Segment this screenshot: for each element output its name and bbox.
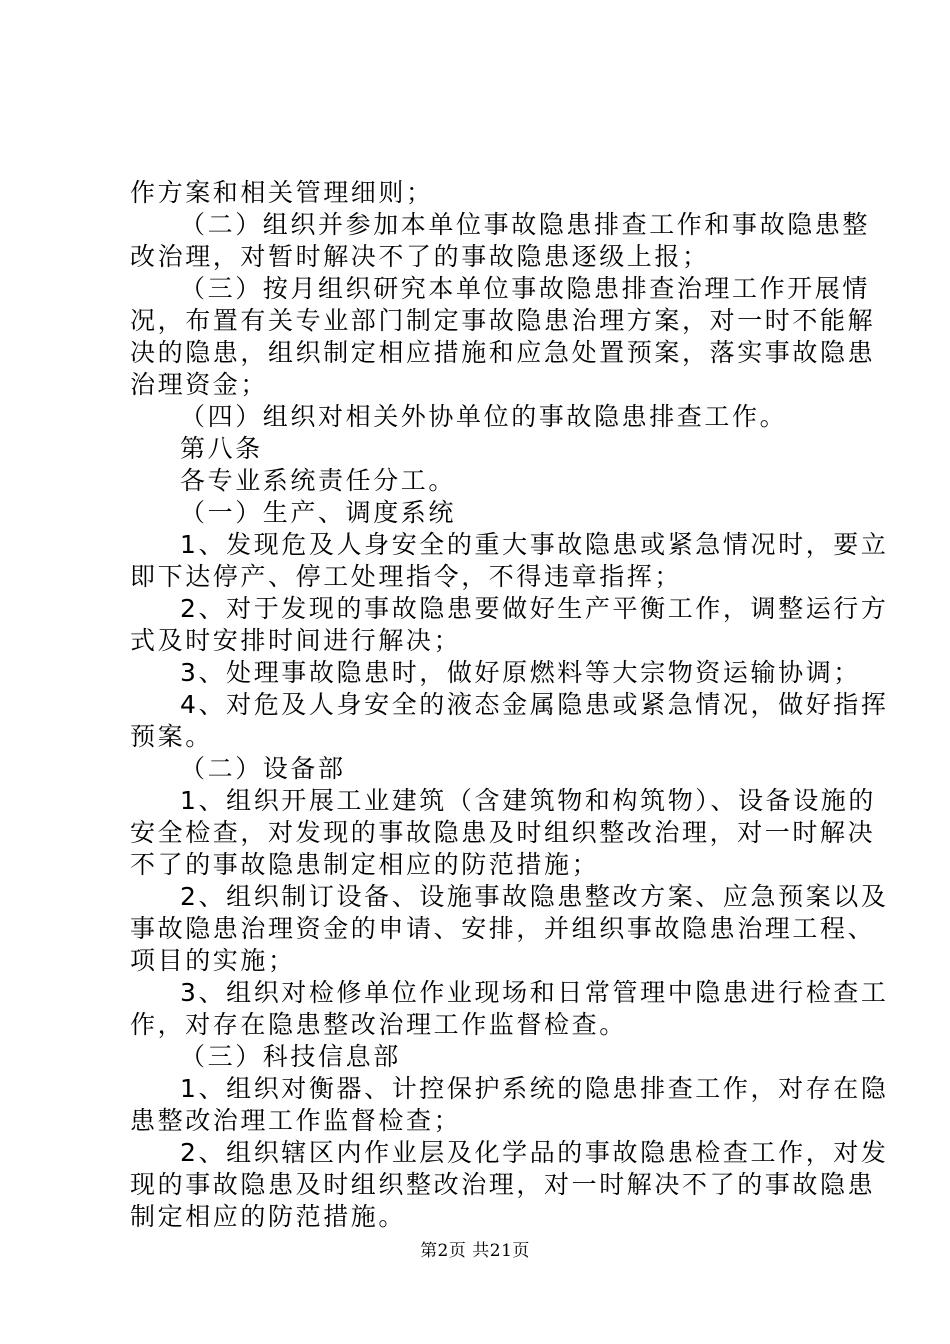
section-heading: （三）科技信息部 (180, 1042, 401, 1071)
text-line: 制定相应的防范措施。 (130, 1202, 407, 1231)
text-line: 治理资金； (130, 370, 269, 399)
text-line: 1、发现危及人身安全的重大事故隐患或紧急情况时，要立 (180, 530, 889, 559)
text-line: （四）组织对相关外协单位的事故隐患排查工作。 (180, 402, 788, 431)
text-line: 各专业系统责任分工。 (180, 466, 457, 495)
text-line: 1、组织对衡器、计控保护系统的隐患排查工作，对存在隐 (180, 1074, 889, 1103)
text-line: 预案。 (130, 722, 213, 751)
text-line: 现的事故隐患及时组织整改治理，对一时解决不了的事故隐患 (130, 1170, 876, 1199)
text-line: 不了的事故隐患制定相应的防范措施； (130, 850, 600, 879)
text-line: 事故隐患治理资金的申请、安排，并组织事故隐患治理工程、 (130, 914, 876, 943)
text-line: 安全检查，对发现的事故隐患及时组织整改治理，对一时解决 (130, 818, 876, 847)
text-line: 改治理，对暂时解决不了的事故隐患逐级上报； (130, 242, 710, 271)
text-line: （三）按月组织研究本单位事故隐患排查治理工作开展情 (180, 274, 871, 303)
text-line: 作方案和相关管理细则； (130, 178, 434, 207)
article-heading: 第八条 (180, 434, 263, 463)
text-line: 2、组织辖区内作业层及化学品的事故隐患检查工作，对发 (180, 1138, 889, 1167)
section-heading: （二）设备部 (180, 754, 346, 783)
text-line: 患整改治理工作监督检查； (130, 1106, 462, 1135)
text-line: 3、组织对检修单位作业现场和日常管理中隐患进行检查工 (180, 978, 889, 1007)
text-line: 作，对存在隐患整改治理工作监督检查。 (130, 1010, 627, 1039)
text-line: 式及时安排时间进行解决； (130, 626, 462, 655)
text-line: 3、处理事故隐患时，做好原燃料等大宗物资运输协调； (180, 658, 861, 687)
text-line: 决的隐患，组织制定相应措施和应急处置预案，落实事故隐患 (130, 338, 876, 367)
text-line: 2、对于发现的事故隐患要做好生产平衡工作，调整运行方 (180, 594, 889, 623)
text-line: 即下达停产、停工处理指令，不得违章指挥； (130, 562, 683, 591)
text-line: 4、对危及人身安全的液态金属隐患或紧急情况，做好指挥 (180, 690, 889, 719)
page-number-footer: 第2页 共21页 (420, 1241, 530, 1261)
text-line: 1、组织开展工业建筑（含建筑物和构筑物）、设备设施的 (180, 786, 877, 815)
text-line: （二）组织并参加本单位事故隐患排查工作和事故隐患整 (180, 210, 871, 239)
text-line: 况，布置有关专业部门制定事故隐患治理方案，对一时不能解 (130, 306, 876, 335)
text-line: 项目的实施； (130, 946, 296, 975)
section-heading: （一）生产、调度系统 (180, 498, 457, 527)
text-line: 2、组织制订设备、设施事故隐患整改方案、应急预案以及 (180, 882, 889, 911)
